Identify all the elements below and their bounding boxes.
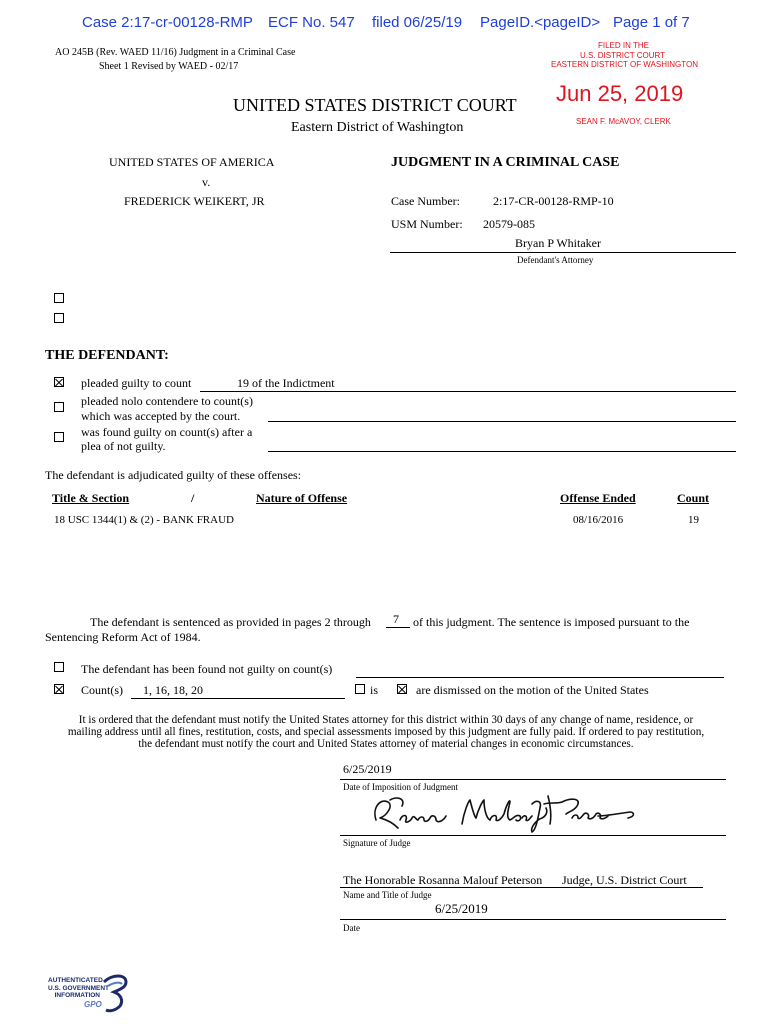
offenses-intro: The defendant is adjudicated guilty of these offenses: — [45, 468, 302, 482]
offense-title-nature: 18 USC 1344(1) & (2) - BANK FRAUD — [54, 514, 234, 526]
counts-rule — [131, 698, 345, 699]
are-dismissed-label: are dismissed on the motion of the United States — [416, 683, 649, 697]
counts-value: 1, 16, 18, 20 — [143, 683, 203, 697]
stamp-line-1: FILED IN THE — [598, 41, 649, 50]
col-nature: Nature of Offense — [256, 491, 348, 505]
is-label: is — [370, 683, 379, 697]
checkbox-are-dismissed[interactable] — [397, 684, 407, 694]
pleaded-guilty-label: pleaded guilty to count — [81, 376, 192, 390]
sign-date-label: Date — [343, 923, 360, 933]
stamp-line-2: U.S. DISTRICT COURT — [580, 51, 666, 60]
offense-ended: 08/16/2016 — [573, 514, 624, 526]
gpo-line-2: U.S. GOVERNMENT — [48, 984, 110, 992]
header-ecf: ECF No. 547 — [268, 14, 355, 31]
judge-title: Judge, U.S. District Court — [562, 873, 687, 887]
judgment-title: JUDGMENT IN A CRIMINAL CASE — [391, 155, 620, 170]
checkbox-blank-2[interactable] — [54, 313, 64, 323]
sentence-pages: 7 — [393, 612, 399, 626]
gpo-eagle-icon — [98, 972, 130, 1014]
form-line-1: AO 245B (Rev. WAED 11/16) Judgment in a Criminal Case — [55, 47, 296, 58]
counts-label: Count(s) — [81, 683, 123, 697]
name-title-label: Name and Title of Judge — [343, 890, 432, 900]
plaintiff-name: UNITED STATES OF AMERICA — [109, 155, 275, 169]
checkbox-is[interactable] — [355, 684, 365, 694]
pleaded-guilty-rule — [200, 391, 736, 392]
court-name: UNITED STATES DISTRICT COURT — [233, 95, 517, 115]
sentence-pages-rule — [386, 627, 410, 628]
sentence-text-a: The defendant is sentenced as provided in pages 2 through — [90, 615, 371, 629]
not-guilty-label: The defendant has been found not guilty on count(s) — [81, 662, 333, 676]
attorney-name: Bryan P Whitaker — [515, 236, 601, 250]
gpo-line-3: INFORMATION — [54, 992, 100, 999]
offense-count: 19 — [688, 514, 699, 526]
usm-number-value: 20579-085 — [483, 217, 535, 231]
imposition-date: 6/25/2019 — [343, 762, 392, 776]
found-guilty-line-2: plea of not guilty. — [81, 439, 166, 453]
sign-date: 6/25/2019 — [435, 901, 488, 916]
checkbox-not-guilty[interactable] — [54, 662, 64, 672]
found-guilty-line-1: was found guilty on count(s) after a — [81, 425, 253, 439]
gpo-mark: GPO — [84, 1000, 102, 1009]
gpo-text — [48, 977, 110, 1000]
nolo-rule — [268, 421, 736, 422]
imposition-label: Date of Imposition of Judgment — [343, 782, 458, 792]
checkbox-counts[interactable] — [54, 684, 64, 694]
pleaded-guilty-value: 19 of the Indictment — [237, 376, 335, 390]
case-number-value: 2:17-CR-00128-RMP-10 — [493, 194, 614, 208]
header-pageid: PageID.<pageID> — [480, 14, 601, 31]
notice-line-2: mailing address until all fines, restitution, costs, and special assessments imposed by this judgment are fully paid. If ordered to pay restitution, — [67, 726, 705, 738]
versus-label: v. — [202, 175, 211, 189]
sign-date-rule — [340, 919, 726, 920]
imposition-rule — [340, 779, 726, 780]
checkbox-pleaded-guilty[interactable] — [54, 377, 64, 387]
judge-name: The Honorable Rosanna Malouf Peterson — [343, 873, 543, 887]
defendant-name: FREDERICK WEIKERT, JR — [124, 194, 265, 208]
signature-rule — [340, 835, 726, 836]
defendant-heading: THE DEFENDANT: — [45, 348, 169, 363]
col-count: Count — [677, 491, 710, 505]
header-page: Page 1 of 7 — [613, 14, 690, 31]
notice-paragraph — [36, 714, 736, 750]
header-case: Case 2:17-cr-00128-RMP — [82, 14, 253, 31]
judge-rule — [340, 887, 703, 888]
col-title-section: Title & Section — [52, 491, 130, 505]
notice-line-1: It is ordered that the defendant must notify the United States attorney for this district within 30 days of any change of name, residence, or — [78, 714, 694, 726]
nolo-line-2: which was accepted by the court. — [81, 409, 241, 423]
gpo-line-1: AUTHENTICATED — [48, 977, 103, 984]
found-guilty-rule — [268, 451, 736, 452]
sentence-text-b: of this judgment. The sentence is imposed pursuant to the — [413, 615, 690, 629]
notice-line-3: the defendant must notify the court and United States attorney of material changes in economic circumstances. — [138, 738, 634, 750]
col-slash: / — [191, 491, 195, 505]
court-district: Eastern District of Washington — [291, 120, 464, 135]
attorney-label: Defendant's Attorney — [517, 255, 594, 265]
header-filed: filed 06/25/19 — [372, 14, 463, 31]
case-number-label: Case Number: — [391, 194, 460, 208]
judge-signature-image — [366, 790, 641, 834]
not-guilty-rule — [356, 677, 724, 678]
nolo-line-1: pleaded nolo contendere to count(s) — [81, 394, 253, 408]
sentence-text-c: Sentencing Reform Act of 1984. — [45, 630, 201, 644]
col-offense-ended: Offense Ended — [560, 491, 636, 505]
stamp-line-3: EASTERN DISTRICT OF WASHINGTON — [551, 60, 698, 69]
signature-label: Signature of Judge — [343, 838, 411, 848]
stamp-date: Jun 25, 2019 — [556, 81, 684, 106]
attorney-rule — [390, 252, 736, 253]
checkbox-blank-1[interactable] — [54, 293, 64, 303]
form-line-2: Sheet 1 Revised by WAED - 02/17 — [99, 61, 239, 72]
stamp-clerk: SEAN F. McAVOY, CLERK — [576, 117, 671, 126]
usm-number-label: USM Number: — [391, 217, 463, 231]
checkbox-nolo-contendere[interactable] — [54, 402, 64, 412]
checkbox-found-guilty[interactable] — [54, 432, 64, 442]
